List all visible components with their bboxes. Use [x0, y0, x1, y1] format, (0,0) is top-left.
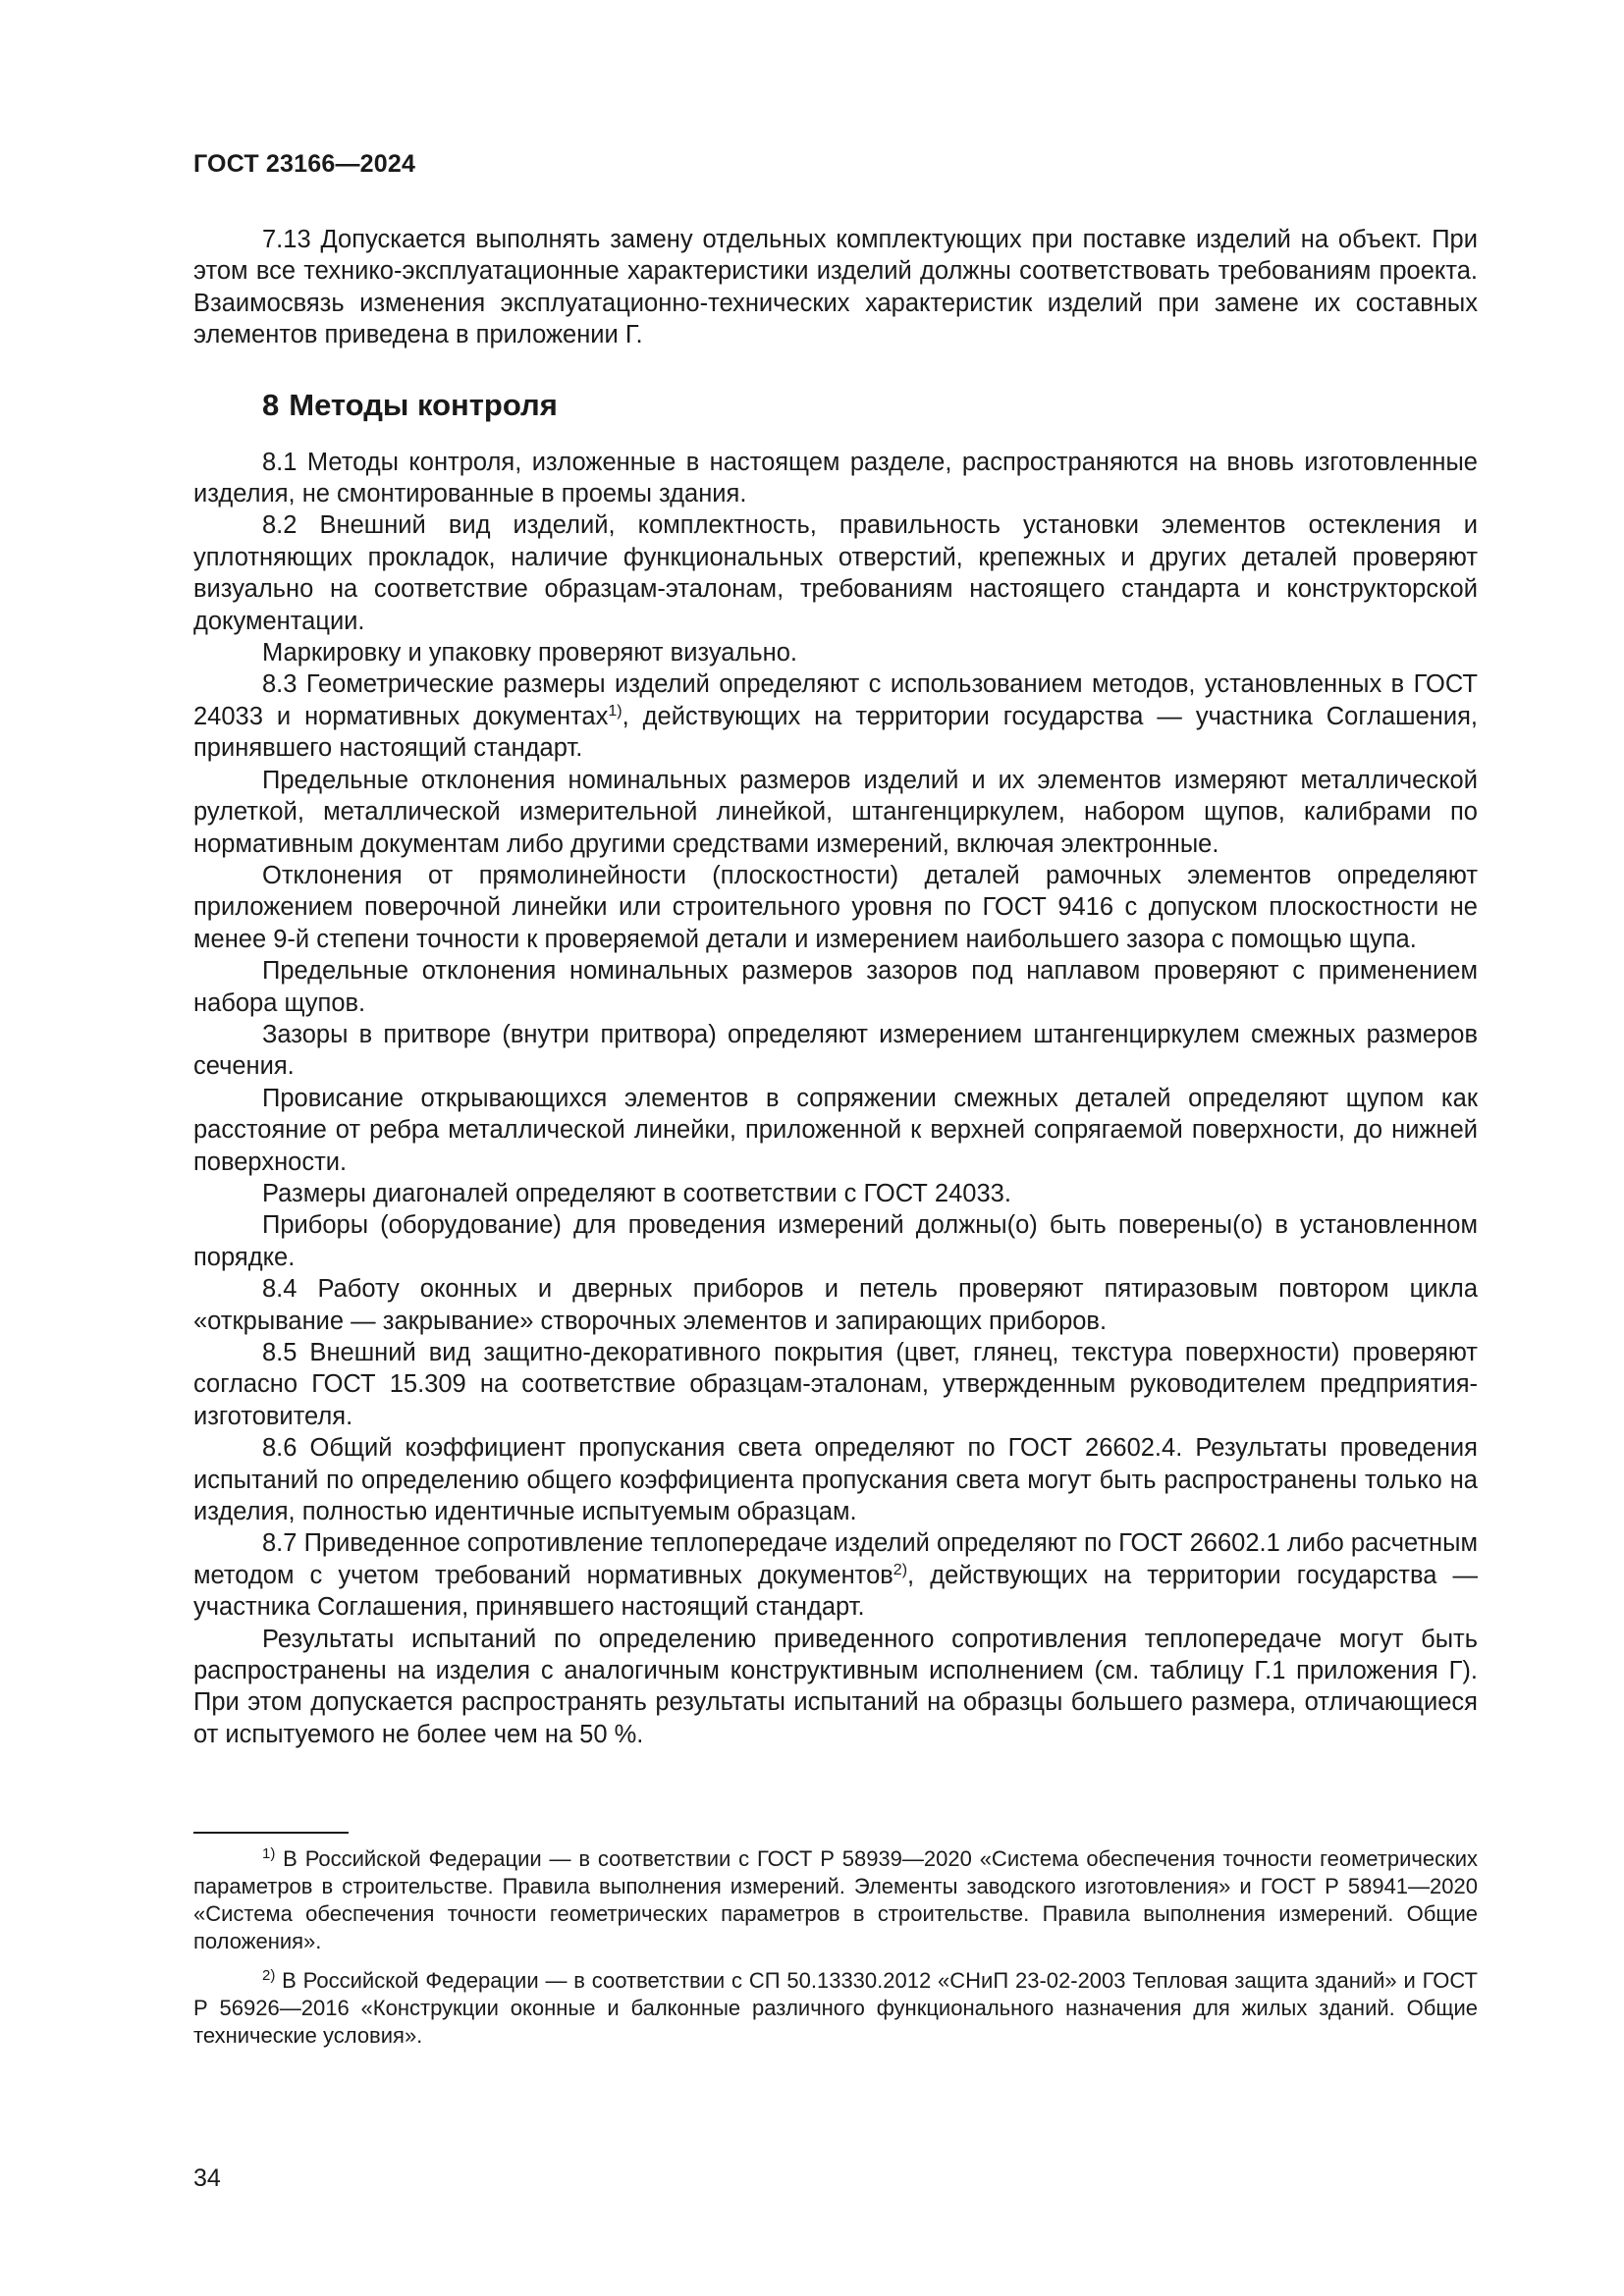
footnote-1-text: В Российской Федерации — в соответствии с ГОСТ Р 58939—2020 «Система обеспечения точности геометрических параметров в строительстве. Правила выполнения измерений. Элементы заводского изготовления» и ГОСТ Р 58941—2020 «Система обеспечения точности геометрических параметров в строительстве. Правила выполнения измерений. Общие положения». [193, 1846, 1478, 1953]
paragraph-instruments: Приборы (оборудование) для проведения измерений должны(о) быть поверены(о) в установленном порядке. [193, 1211, 1478, 1271]
document-header: ГОСТ 23166—2024 [193, 150, 416, 178]
paragraph-8-7 [193, 1527, 1478, 1623]
document-body [193, 224, 1478, 1750]
paragraph-8-7-text-a: 8.7 Приведенное сопротивление теплопередаче изделий определяют по ГОСТ 26602.1 либо расчетным методом с учетом требований нормативных документов [193, 1529, 1478, 1589]
footnote-2-mark: 2) [262, 1967, 276, 1984]
paragraph-gaps-rebate: Зазоры в притворе (внутри притвора) определяют измерением штангенциркулем смежных размеров сечения. [193, 1020, 1478, 1081]
footnote-1 [193, 1845, 1478, 1955]
paragraph-diagonals: Размеры диагоналей определяют в соответствии с ГОСТ 24033. [262, 1179, 1011, 1207]
footnote-1-mark: 1) [262, 1845, 276, 1862]
paragraph-sagging: Провисание открывающихся элементов в сопряжении смежных деталей определяют щупом как расстояние от ребра металлической линейки, приложенной к верхней сопрягаемой поверхности, до нижней поверхности. [193, 1084, 1478, 1176]
section-title: Методы контроля [289, 387, 558, 422]
footnote-ref-2[interactable]: 2) [893, 1561, 908, 1578]
section-heading [193, 386, 1478, 425]
footnotes [193, 1832, 1478, 2061]
paragraph-8-2: 8.2 Внешний вид изделий, комплектность, правильность установки элементов остекления и уплотняющих прокладок, наличие функциональных отверстий, крепежных и других деталей проверяют визуально на соответствие образцам-эталонам, требованиям настоящего стандарта и конструкторской документации. [193, 511, 1478, 635]
paragraph-8-3-text-a: 8.3 Геометрические размеры изделий определяют с использованием методов, установленных в ГОСТ 24033 и нормативных документах [193, 670, 1478, 730]
paragraph-8-4: 8.4 Работу оконных и дверных приборов и петель проверяют пятиразовым повтором цикла «открывание — закрывание» створочных элементов и запирающих приборов. [193, 1275, 1478, 1335]
paragraph-limits: Предельные отклонения номинальных размеров изделий и их элементов измеряют металлической рулеткой, металлической измерительной линейкой, штангенциркулем, набором щупов, калибрами по нормативным документам либо другими средствами измерений, включая электронные. [193, 766, 1478, 858]
paragraph-results: Результаты испытаний по определению приведенного сопротивления теплопередаче могут быть распространены на изделия с аналогичным конструктивным исполнением (см. таблицу Г.1 приложения Г). При этом допускается распространять результаты испытаний на образцы большего размера, отличающиеся от испытуемого не более чем на 50 %. [193, 1625, 1478, 1748]
paragraph-8-1: 8.1 Методы контроля, изложенные в настоящем разделе, распространяются на вновь изготовленные изделия, не смонтированные в проемы здания. [193, 448, 1478, 508]
document-page [193, 0, 1478, 2296]
footnote-divider [193, 1832, 349, 1834]
paragraph-8-3-text-b: , действующих на территории государства — участника Соглашения, принявшего настоящий стандарт. [193, 702, 1478, 763]
section-number: 8 [262, 387, 280, 422]
footnote-ref-1[interactable]: 1) [608, 702, 623, 720]
paragraph-marking: Маркировку и упаковку проверяют визуально. [262, 639, 798, 667]
page-number: 34 [193, 2164, 221, 2192]
footnote-2-text: В Российской Федерации — в соответствии с СП 50.13330.2012 «СНиП 23-02-2003 Тепловая защита зданий» и ГОСТ Р 56926—2016 «Конструкции оконные и балконные различного функционального назначения для жилых зданий. Общие технические условия». [193, 1968, 1478, 2048]
paragraph-8-3 [193, 668, 1478, 764]
paragraph-8-6: 8.6 Общий коэффициент пропускания света определяют по ГОСТ 26602.4. Результаты проведения испытаний по определению общего коэффициента пропускания света могут быть распространены только на изделия, полностью идентичные испытуемым образцам. [193, 1434, 1478, 1526]
paragraph-gaps-overlap: Предельные отклонения номинальных размеров зазоров под наплавом проверяют с применением набора щупов. [193, 957, 1478, 1017]
paragraph-8-5: 8.5 Внешний вид защитно-декоративного покрытия (цвет, глянец, текстура поверхности) проверяют согласно ГОСТ 15.309 на соответствие образцам-эталонам, утвержденным руководителем предприятия-изготовителя. [193, 1339, 1478, 1430]
paragraph-8-7-text-b: , действующих на территории государства — участника Соглашения, принявшего настоящий стандарт. [193, 1561, 1478, 1622]
footnote-2 [193, 1967, 1478, 2050]
paragraph-7-13: 7.13 Допускается выполнять замену отдельных комплектующих при поставке изделий на объект. При этом все технико-эксплуатационные характеристики изделий должны соответствовать требованиям проекта. Взаимосвязь изменения эксплуатационно-технических характеристик изделий при замене их составных элементов приведена в приложении Г. [193, 226, 1478, 349]
paragraph-straightness: Отклонения от прямолинейности (плоскостности) деталей рамочных элементов определяют приложением поверочной линейки или строительного уровня по ГОСТ 9416 с допуском плоскостности не менее 9-й степени точности к проверяемой детали и измерением наибольшего зазора с помощью щупа. [193, 861, 1478, 953]
